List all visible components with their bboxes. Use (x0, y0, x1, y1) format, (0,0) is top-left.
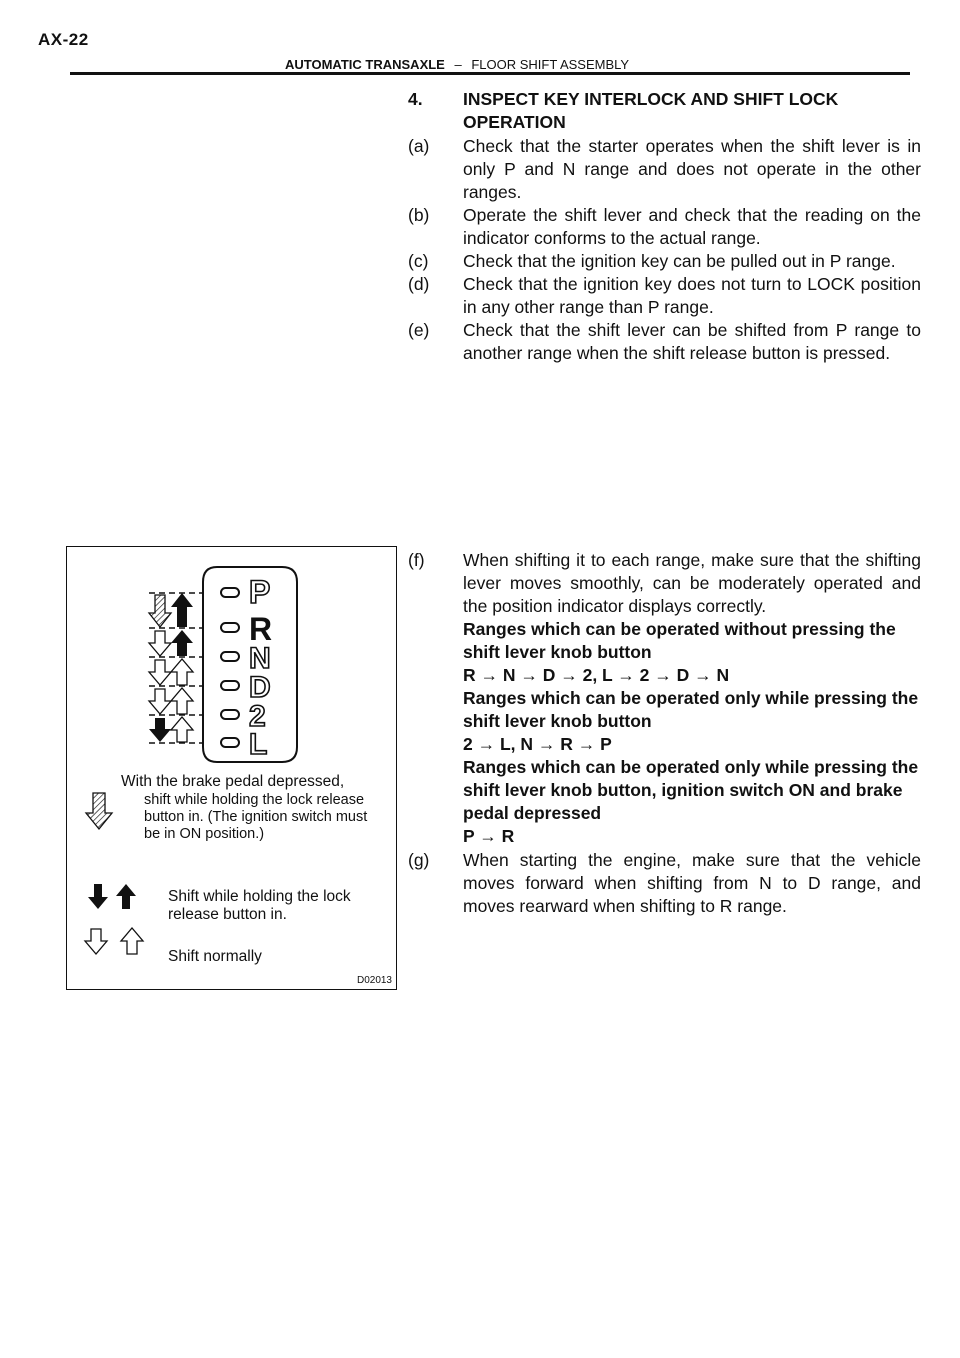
item-text: Check that the ignition key can be pulled out in P range. (463, 251, 896, 271)
solid-up-arrow-icon (116, 884, 136, 909)
item-text: Check that the shift lever can be shifted from P range to another range when the shift release button is pressed. (463, 320, 921, 363)
item-label: (g) (408, 850, 430, 870)
slot-r (221, 623, 239, 632)
range-heading-1: Ranges which can be operated without pressing the shift lever knob button (463, 619, 896, 662)
item-body (463, 549, 921, 848)
slot-n (221, 652, 239, 661)
legend-text-2: Shift while holding the lock release button in. (168, 888, 351, 923)
outline-up-arrow-icon (121, 928, 143, 954)
range-heading-3: Ranges which can be operated only while pressing the shift lever knob button, ignition switch ON and brake pedal depressed (463, 757, 919, 823)
slot-2 (221, 710, 239, 719)
figure-code: D02013 (356, 975, 392, 986)
shift-pattern-figure (66, 546, 397, 990)
outline-down-arrow (149, 689, 171, 714)
item-text: Operate the shift lever and check that the reading on the indicator conforms to the actual range. (463, 205, 921, 248)
position-letter-p: P (249, 574, 271, 610)
outline-up-arrow (171, 717, 193, 742)
shift-pattern-diagram (67, 547, 398, 991)
slot-l (221, 738, 239, 747)
item-text: When shifting it to each range, make sure that the shifting lever moves smoothly, can be moderately operated and the position indicator displays correctly. (463, 550, 921, 616)
slot-p (221, 588, 239, 597)
head-separator: – (454, 57, 462, 72)
position-letter-l: L (249, 728, 268, 761)
item-label: (b) (408, 205, 430, 225)
item-label: (f) (408, 550, 425, 570)
position-letter-n: N (249, 642, 271, 675)
item-label: (a) (408, 136, 430, 156)
outline-down-arrow (149, 631, 171, 656)
running-head (285, 57, 629, 72)
range-sequence-3: P → R (463, 826, 515, 846)
range-sequence-1: R → N → D → 2, L → 2 → D → N (463, 665, 730, 685)
legend-text-1-cont: shift while holding the lock release button in. (The ignition switch must be in ON position.) (144, 792, 368, 842)
header-rule (70, 72, 910, 75)
step-number: 4. (408, 89, 423, 109)
solid-up-arrow (171, 630, 193, 656)
position-letter-r: R (249, 611, 273, 647)
item-label: (c) (408, 251, 429, 271)
item-label: (d) (408, 274, 430, 294)
outline-up-arrow (171, 659, 193, 685)
range-sequence-2: 2 → L, N → R → P (463, 734, 612, 754)
outline-down-arrow (149, 660, 171, 685)
section-title: AUTOMATIC TRANSAXLE (285, 57, 445, 72)
hatched-arrow-icon (86, 793, 112, 829)
page-number: AX-22 (38, 30, 89, 49)
hatched-down-arrow (149, 595, 171, 627)
position-letter-2: 2 (249, 700, 266, 733)
slot-d (221, 681, 239, 690)
item-text: Check that the ignition key does not turn to LOCK position in any other range than P range. (463, 274, 921, 317)
step-title: INSPECT KEY INTERLOCK AND SHIFT LOCK OPERATION (463, 89, 839, 132)
item-label: (e) (408, 320, 430, 340)
range-heading-2: Ranges which can be operated only while pressing the shift lever knob button (463, 688, 919, 731)
outline-down-arrow-icon (85, 929, 107, 954)
outline-up-arrow (171, 688, 193, 714)
position-letter-d: D (249, 671, 271, 704)
subsection-title: FLOOR SHIFT ASSEMBLY (471, 57, 630, 72)
solid-down-arrow (149, 718, 171, 742)
legend-text-1: With the brake pedal depressed, (121, 773, 345, 790)
item-text: When starting the engine, make sure that the vehicle moves forward when shifting from N to D range, and moves rearward when shifting to R range. (463, 850, 921, 916)
solid-down-arrow-icon (88, 884, 108, 909)
item-text: Check that the starter operates when the shift lever is in only P and N range and does not operate in the other ranges. (463, 136, 921, 202)
legend-text-3: Shift normally (168, 948, 262, 965)
solid-up-arrow (171, 593, 193, 627)
